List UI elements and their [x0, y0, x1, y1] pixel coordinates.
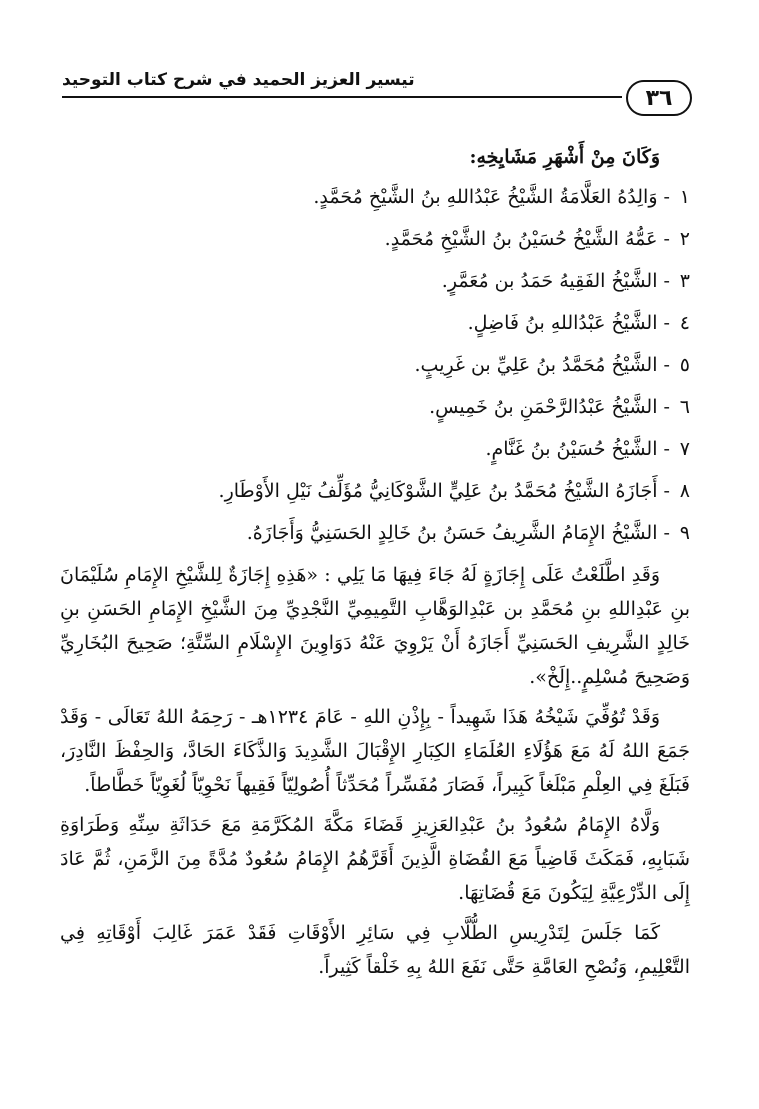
- page-number: ٣٦: [626, 80, 692, 116]
- list-item: ٥ - الشَّيْخُ مُحَمَّدُ بنُ عَلِيِّ بن غَرِيبٍ.: [60, 348, 690, 382]
- list-item: ٧ - الشَّيْخُ حُسَيْنُ بنُ غَنَّامٍ.: [60, 432, 690, 466]
- list-item-number: ١: [679, 186, 690, 208]
- list-item-number: ٨: [679, 480, 690, 502]
- list-item-text: الشَّيْخُ عَبْدُاللهِ بنُ فَاضِلٍ.: [467, 312, 658, 334]
- list-item-number: ٢: [679, 228, 690, 250]
- list-item-text: وَالِدُهُ العَلَّامَةُ الشَّيْخُ عَبْدُاللهِ بنُ الشَّيْخِ مُحَمَّدٍ.: [313, 186, 658, 208]
- section-heading: وَكَانَ مِنْ أَشْهَرِ مَشَايِخِهِ:: [469, 146, 660, 168]
- paragraph-death: وَقَدْ تُوُفِّيَ شَيْخُهُ هَذَا شَهِيداً - بِإِذْنِ اللهِ - عَامَ ١٢٣٤هـ - رَحِمَهُ اللهُ تَعَالَى - وَقَدْ جَمَعَ اللهُ لَهُ مَعَ هَؤُلَاءِ العُلَمَاءِ الكِبَارِ الإِقْبَالَ الشَّدِيدَ وَالذَّكَاءَ الحَادَّ، وَالحِفْظَ النَّادِرَ، فَبَلَغَ فِي العِلْمِ مَبْلَغاً كَبِيراً، فَصَارَ مُفَسِّراً مُحَدِّثاً أُصُولِيّاً فَقِيهاً نَحْوِيّاً لُغَوِيّاً خَطَّاطاً.: [60, 706, 690, 796]
- list-item-number: ٩: [679, 522, 690, 544]
- book-title: تيسير العزيز الحميد في شرح كتاب التوحيد: [62, 70, 415, 90]
- list-item-text: الشَّيْخُ الإِمَامُ الشَّرِيفُ حَسَنُ بنُ خَالِدٍ الحَسَنِيُّ وَأَجَازَهُ.: [246, 522, 658, 544]
- header-rule: [62, 96, 622, 98]
- teachers-list: [60, 180, 690, 550]
- list-item: ٩ - الشَّيْخُ الإِمَامُ الشَّرِيفُ حَسَنُ بنُ خَالِدٍ الحَسَنِيُّ وَأَجَازَهُ.: [60, 516, 690, 550]
- list-item-text: الشَّيْخُ عَبْدُالرَّحْمَنِ بنُ خَمِيسٍ.: [429, 396, 658, 418]
- list-item-text: عَمُّهُ الشَّيْخُ حُسَيْنُ بنُ الشَّيْخِ مُحَمَّدٍ.: [384, 228, 658, 250]
- list-item-number: ٧: [679, 438, 690, 460]
- list-item-text: أَجَازَهُ الشَّيْخُ مُحَمَّدُ بنُ عَلِيٍّ الشَّوْكَانِيُّ مُؤَلِّفُ نَيْلِ الأَوْطَارِ.: [218, 480, 658, 502]
- list-item-number: ٥: [679, 354, 690, 376]
- list-item-number: ٦: [679, 396, 690, 418]
- paragraph-judgeship: وَلَّاهُ الإِمَامُ سُعُودُ بنُ عَبْدِالعَزِيزِ قَضَاءَ مَكَّةَ المُكَرَّمَةِ مَعَ حَدَاثَةِ سِنِّهِ وَطَرَاوَةِ شَبَابِهِ، فَمَكَثَ قَاضِياً مَعَ القُضَاةِ الَّذِينَ أَقَرَّهُمُ الإِمَامُ سُعُودٌ مُدَّةً مِنَ الزَّمَنِ، ثُمَّ عَادَ إِلَى الدِّرْعِيَّةِ لِيَكُونَ مَعَ قُضَاتِهَا.: [60, 814, 690, 904]
- list-item: ٣ - الشَّيْخُ الفَقِيهُ حَمَدُ بن مُعَمَّرٍ.: [60, 264, 690, 298]
- list-item: ١ - وَالِدُهُ العَلَّامَةُ الشَّيْخُ عَبْدُاللهِ بنُ الشَّيْخِ مُحَمَّدٍ.: [60, 180, 690, 214]
- list-item-text: الشَّيْخُ حُسَيْنُ بنُ غَنَّامٍ.: [485, 438, 658, 460]
- list-item: ٨ - أَجَازَهُ الشَّيْخُ مُحَمَّدُ بنُ عَلِيٍّ الشَّوْكَانِيُّ مُؤَلِّفُ نَيْلِ الأَوْطَارِ.: [60, 474, 690, 508]
- paragraph-teaching: كَمَا جَلَسَ لِتَدْرِيسِ الطُّلَّابِ فِي سَائِرِ الأَوْقَاتِ فَقَدْ عَمَرَ غَالِبَ أَوْقَاتِهِ فِي التَّعْلِيمِ، وَنُصْحِ العَامَّةِ حَتَّى نَفَعَ اللهُ بِهِ خَلْقاً كَثِيراً.: [60, 922, 690, 978]
- page-content: [60, 140, 690, 990]
- list-item-text: الشَّيْخُ الفَقِيهُ حَمَدُ بن مُعَمَّرٍ.: [441, 270, 658, 292]
- list-item-number: ٣: [679, 270, 690, 292]
- list-item: ٦ - الشَّيْخُ عَبْدُالرَّحْمَنِ بنُ خَمِيسٍ.: [60, 390, 690, 424]
- list-item-number: ٤: [679, 312, 690, 334]
- list-item: ٤ - الشَّيْخُ عَبْدُاللهِ بنُ فَاضِلٍ.: [60, 306, 690, 340]
- list-item: ٢ - عَمُّهُ الشَّيْخُ حُسَيْنُ بنُ الشَّيْخِ مُحَمَّدٍ.: [60, 222, 690, 256]
- page-header: [62, 68, 692, 120]
- list-item-text: الشَّيْخُ مُحَمَّدُ بنُ عَلِيِّ بن غَرِيبٍ.: [414, 354, 658, 376]
- paragraph-ijaza: وَقَدِ اطَّلَعْتُ عَلَى إِجَازَةٍ لَهُ جَاءَ فِيهَا مَا يَلِي : «هَذِهِ إِجَازَةٌ لِلشَّيْخِ الإِمَامِ سُلَيْمَانَ بنِ عَبْدِاللهِ بنِ مُحَمَّدِ بن عَبْدِالوَهَّابِ التَّمِيمِيِّ النَّجْدِيِّ مِنَ الشَّيْخِ الإِمَامِ الحَسَنِ بنِ خَالِدٍ الشَّرِيفِ الحَسَنِيِّ أَجَازَهُ أَنْ يَرْوِيَ عَنْهُ دَوَاوِينَ الإِسْلَامِ السِّتَّةِ؛ صَحِيحَ البُخَارِيِّ وَصَحِيحَ مُسْلِمٍ..إِلَخْ».: [60, 564, 690, 688]
